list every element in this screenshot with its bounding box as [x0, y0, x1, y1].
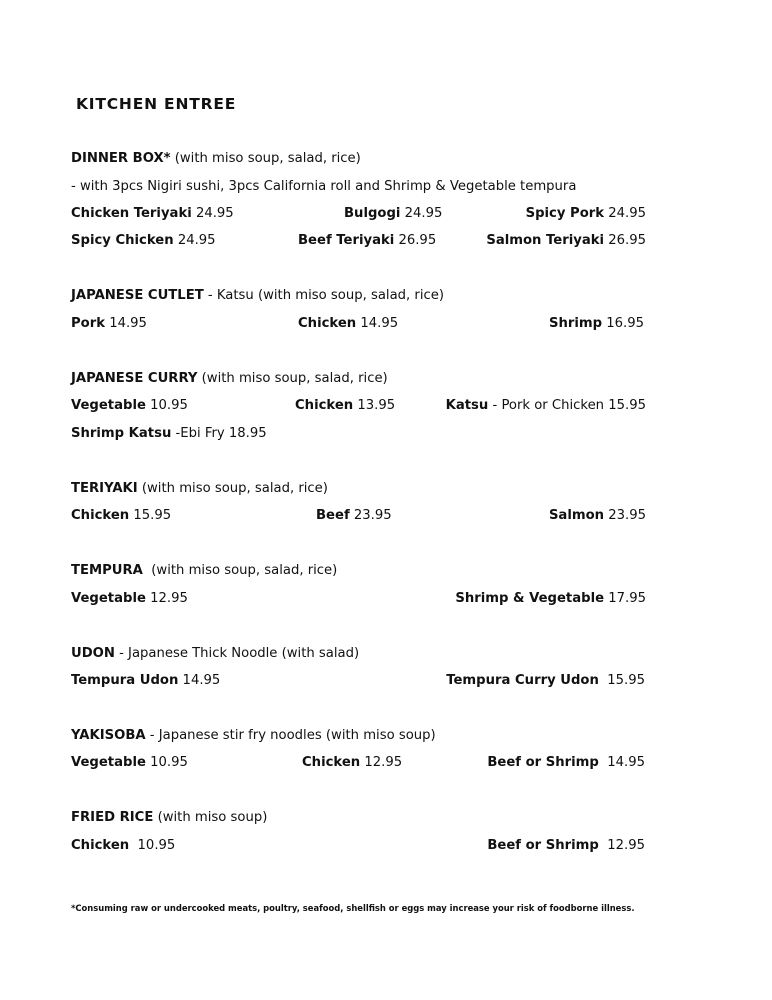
item-price: -Ebi Fry 18.95	[171, 426, 267, 441]
item-name: Chicken	[71, 508, 130, 523]
section-name: TEMPURA	[71, 563, 143, 578]
menu-item	[298, 232, 436, 250]
item-price: 15.95	[598, 673, 645, 688]
menu-item	[71, 315, 147, 333]
item-price: 24.95	[191, 206, 234, 221]
section-desc: - Japanese Thick Noodle (with salad)	[114, 646, 360, 661]
menu-item	[455, 590, 646, 608]
menu-item	[549, 315, 644, 333]
item-price: 10.95	[145, 755, 188, 770]
section-name: TERIYAKI	[71, 481, 138, 496]
section-desc: (with miso soup, salad, rice)	[142, 563, 338, 578]
menu-item	[71, 590, 188, 608]
item-name: Chicken	[298, 316, 357, 331]
menu-item	[71, 672, 220, 690]
item-name: Bulgogi	[344, 206, 401, 221]
item-name: Beef	[316, 508, 350, 523]
section-name: FRIED RICE	[71, 810, 154, 825]
item-price: 13.95	[353, 398, 396, 413]
item-price: 14.95	[598, 755, 645, 770]
menu-item	[71, 837, 175, 855]
item-price: 23.95	[604, 508, 646, 523]
item-price: 24.95	[400, 206, 443, 221]
item-price: 17.95	[604, 591, 646, 606]
menu-item	[71, 205, 234, 223]
item-price: 15.95	[129, 508, 172, 523]
menu-item	[344, 205, 442, 223]
item-name: Chicken	[295, 398, 354, 413]
menu-item	[295, 397, 395, 415]
item-name: Salmon	[548, 508, 605, 523]
item-price: 24.95	[604, 206, 646, 221]
item-name: Katsu	[445, 398, 489, 413]
item-name: Pork	[71, 316, 105, 331]
menu-item	[316, 507, 392, 525]
menu-item	[549, 507, 646, 525]
menu-item	[446, 397, 646, 415]
menu-item	[71, 232, 216, 250]
section-name: JAPANESE CUTLET	[71, 288, 204, 303]
footnote: *Consuming raw or undercooked meats, poultry, seafood, shellfish or eggs may increase your risk of foodborne illness.	[71, 903, 635, 913]
menu-item	[487, 837, 645, 855]
page-title: KITCHEN ENTREE	[76, 95, 237, 113]
item-price: 26.95	[394, 233, 437, 248]
item-name: Chicken	[71, 838, 130, 853]
section-name: JAPANESE CURRY	[71, 371, 198, 386]
section-name: UDON	[71, 646, 115, 661]
item-name: Shrimp Katsu	[71, 426, 172, 441]
item-price: 16.95	[602, 316, 644, 331]
item-price: 14.95	[178, 673, 221, 688]
item-price: 12.95	[598, 838, 645, 853]
item-name: Spicy Chicken	[71, 233, 174, 248]
item-price: 12.95	[360, 755, 403, 770]
item-name: Shrimp	[548, 316, 603, 331]
menu-item	[526, 205, 646, 223]
section-yakisoba-header	[71, 727, 436, 745]
item-price: 14.95	[356, 316, 399, 331]
item-price: 23.95	[349, 508, 392, 523]
menu-item	[71, 397, 188, 415]
menu-item	[446, 672, 645, 690]
item-name: Chicken Teriyaki	[71, 206, 192, 221]
section-desc: - Japanese stir fry noodles (with miso soup)	[145, 728, 436, 743]
item-name: Beef or Shrimp	[487, 838, 599, 853]
section-tempura-header	[71, 562, 337, 580]
item-name: Beef Teriyaki	[298, 233, 395, 248]
item-price: 10.95	[145, 398, 188, 413]
section-dinner-box-subline: - with 3pcs Nigiri sushi, 3pcs California roll and Shrimp & Vegetable tempura	[71, 179, 577, 194]
menu-item	[298, 315, 398, 333]
section-teriyaki-header	[71, 480, 328, 498]
item-name: Beef or Shrimp	[487, 755, 599, 770]
item-name: Spicy Pork	[525, 206, 605, 221]
item-price: 10.95	[129, 838, 176, 853]
section-fried-rice-header	[71, 809, 267, 827]
section-desc: - Katsu (with miso soup, salad, rice)	[203, 288, 445, 303]
section-desc: (with miso soup, salad, rice)	[170, 151, 361, 166]
menu-item	[71, 754, 188, 772]
item-name: Tempura Curry Udon	[446, 673, 599, 688]
item-name: Vegetable	[71, 591, 146, 606]
item-price: - Pork or Chicken 15.95	[488, 398, 646, 413]
section-desc: (with miso soup, salad, rice)	[137, 481, 328, 496]
item-price: 12.95	[145, 591, 188, 606]
item-name: Chicken	[302, 755, 361, 770]
section-name: YAKISOBA	[71, 728, 146, 743]
section-curry-header	[71, 370, 388, 388]
section-dinner-box-header	[71, 150, 361, 168]
item-name: Shrimp & Vegetable	[455, 591, 605, 606]
item-name: Tempura Udon	[71, 673, 179, 688]
menu-item	[71, 425, 267, 443]
menu-item	[487, 754, 645, 772]
item-name: Vegetable	[71, 398, 146, 413]
menu-item	[71, 507, 171, 525]
menu-item	[486, 232, 646, 250]
section-desc: (with miso soup, salad, rice)	[197, 371, 388, 386]
section-name: DINNER BOX*	[71, 151, 171, 166]
item-name: Salmon Teriyaki	[486, 233, 605, 248]
item-price: 24.95	[173, 233, 216, 248]
item-name: Vegetable	[71, 755, 146, 770]
section-desc: (with miso soup)	[153, 810, 268, 825]
menu-item	[302, 754, 402, 772]
item-price: 14.95	[105, 316, 147, 331]
section-udon-header	[71, 645, 359, 663]
section-cutlet-header	[71, 287, 444, 305]
item-price: 26.95	[604, 233, 646, 248]
